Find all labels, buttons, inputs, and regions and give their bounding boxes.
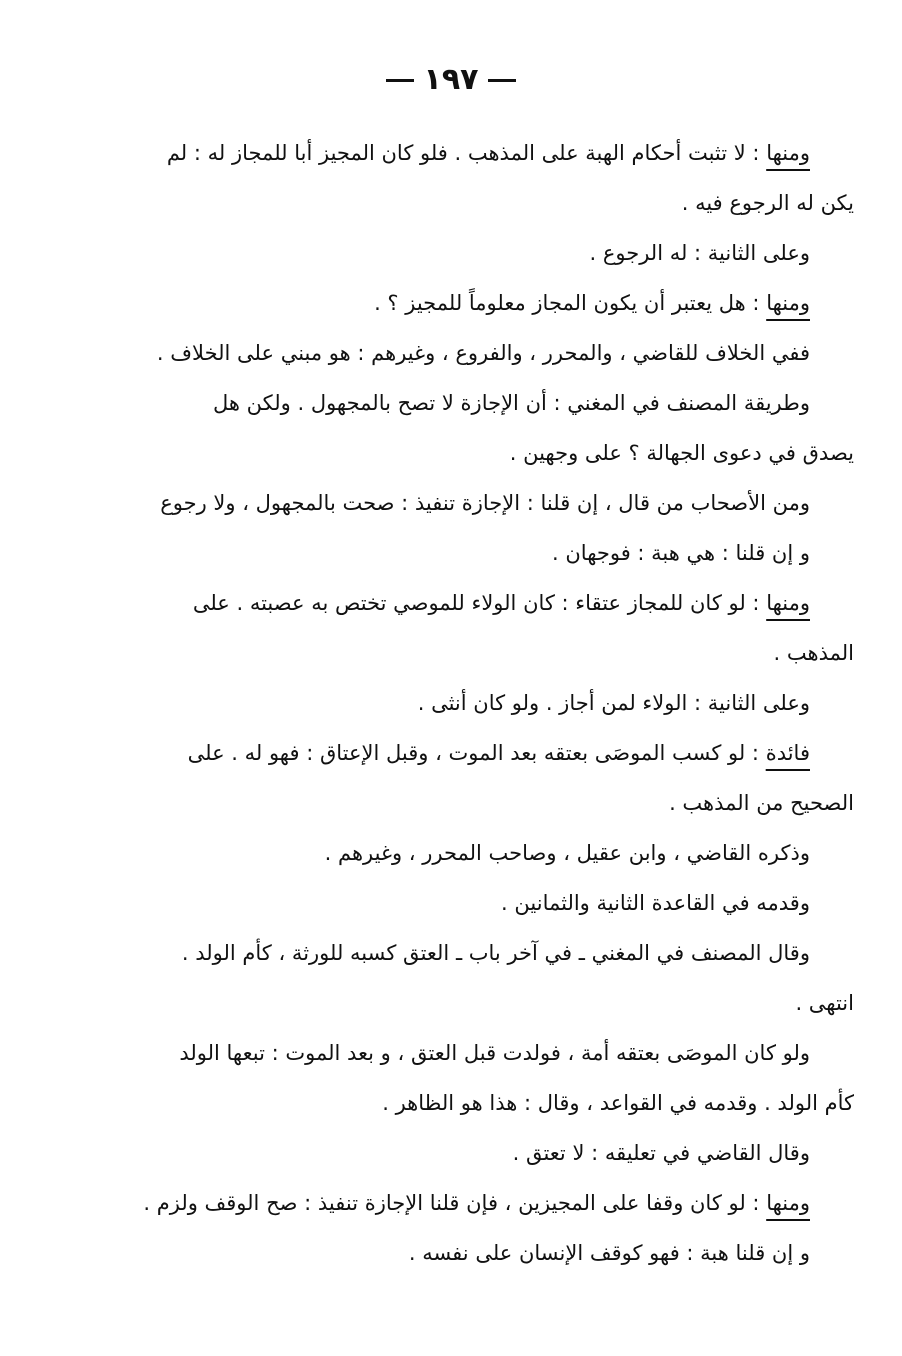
text-line xyxy=(160,928,810,978)
text-line xyxy=(160,228,810,278)
text-line xyxy=(160,1128,810,1178)
line-text: وقدمه في القاعدة الثانية والثمانين . xyxy=(501,891,810,915)
text-line xyxy=(160,478,810,528)
text-line xyxy=(160,828,810,878)
line-text: كأم الولد . وقدمه في القواعد ، وقال : هذا هو الظاهر . xyxy=(382,1091,854,1115)
text-line xyxy=(160,1228,810,1278)
body-text xyxy=(143,128,854,1278)
line-text: : لو كان وقفا على المجيزين ، فإن قلنا الإجازة تنفيذ : صح الوقف ولزم . xyxy=(143,1191,767,1215)
page-number-dash-left xyxy=(386,79,414,82)
text-line xyxy=(160,978,854,1028)
text-line xyxy=(160,278,810,328)
text-line xyxy=(160,578,810,628)
line-text: ففي الخلاف للقاضي ، والمحرر ، والفروع ، وغيرهم : هو مبني على الخلاف . xyxy=(156,341,810,365)
text-line xyxy=(160,1078,854,1128)
line-text: يصدق في دعوى الجهالة ؟ على وجهين . xyxy=(509,441,854,465)
text-line xyxy=(160,178,854,228)
text-line xyxy=(160,128,810,178)
text-line xyxy=(160,378,810,428)
line-text: و إن قلنا هبة : فهو كوقف الإنسان على نفسه . xyxy=(408,1241,810,1265)
line-text: : لا تثبت أحكام الهبة على المذهب . فلو كان المجيز أبا للمجاز له : لم xyxy=(166,141,767,165)
line-text: وقال القاضي في تعليقه : لا تعتق . xyxy=(512,1141,810,1165)
line-text: وذكره القاضي ، وابن عقيل ، وصاحب المحرر ، وغيرهم . xyxy=(324,841,810,865)
text-line xyxy=(156,328,810,378)
line-text: وطريقة المصنف في المغني : أن الإجازة لا تصح بالمجهول . ولكن هل xyxy=(213,391,810,415)
page-number-value: ١٩٧ xyxy=(423,62,479,97)
text-line xyxy=(160,678,810,728)
line-text: الصحيح من المذهب . xyxy=(669,791,854,815)
line-lead-word: ومنها xyxy=(766,141,810,165)
line-lead-word: ومنها xyxy=(766,291,810,315)
page-number-dash-right xyxy=(488,79,516,82)
line-text: وعلى الثانية : الولاء لمن أجاز . ولو كان أنثى . xyxy=(417,691,810,715)
text-line xyxy=(160,428,854,478)
page-number xyxy=(0,62,902,97)
text-line xyxy=(143,1178,810,1228)
line-text: وعلى الثانية : له الرجوع . xyxy=(589,241,810,265)
text-line xyxy=(160,728,810,778)
line-text: انتهى . xyxy=(795,991,854,1015)
text-line xyxy=(160,878,810,928)
line-text: ومن الأصحاب من قال ، إن قلنا : الإجازة تنفيذ : صحت بالمجهول ، ولا رجوع xyxy=(160,491,810,515)
line-text: وقال المصنف في المغني ـ في آخر باب ـ العتق كسبه للورثة ، كأم الولد . xyxy=(181,941,810,965)
text-line xyxy=(160,628,854,678)
line-text: يكن له الرجوع فيه . xyxy=(681,191,854,215)
line-text: : لو كان للمجاز عتقاء : كان الولاء للموصي تختص به عصبته . على xyxy=(192,591,767,615)
text-line xyxy=(160,778,854,828)
line-text: و إن قلنا : هي هبة : فوجهان . xyxy=(552,541,810,565)
text-line xyxy=(160,528,810,578)
line-lead-word: ومنها xyxy=(766,1191,810,1215)
line-text: المذهب . xyxy=(773,641,854,665)
text-line xyxy=(160,1028,810,1078)
line-text: ولو كان الموصَى بعتقه أمة ، فولدت قبل العتق ، و بعد الموت : تبعها الولد xyxy=(179,1041,810,1065)
line-text: : لو كسب الموصَى بعتقه بعد الموت ، وقبل الإعتاق : فهو له . على xyxy=(187,741,766,765)
line-lead-word: ومنها xyxy=(766,591,810,615)
line-text: : هل يعتبر أن يكون المجاز معلوماً للمجيز ؟ . xyxy=(374,291,767,315)
line-lead-word: فائدة xyxy=(765,741,810,765)
